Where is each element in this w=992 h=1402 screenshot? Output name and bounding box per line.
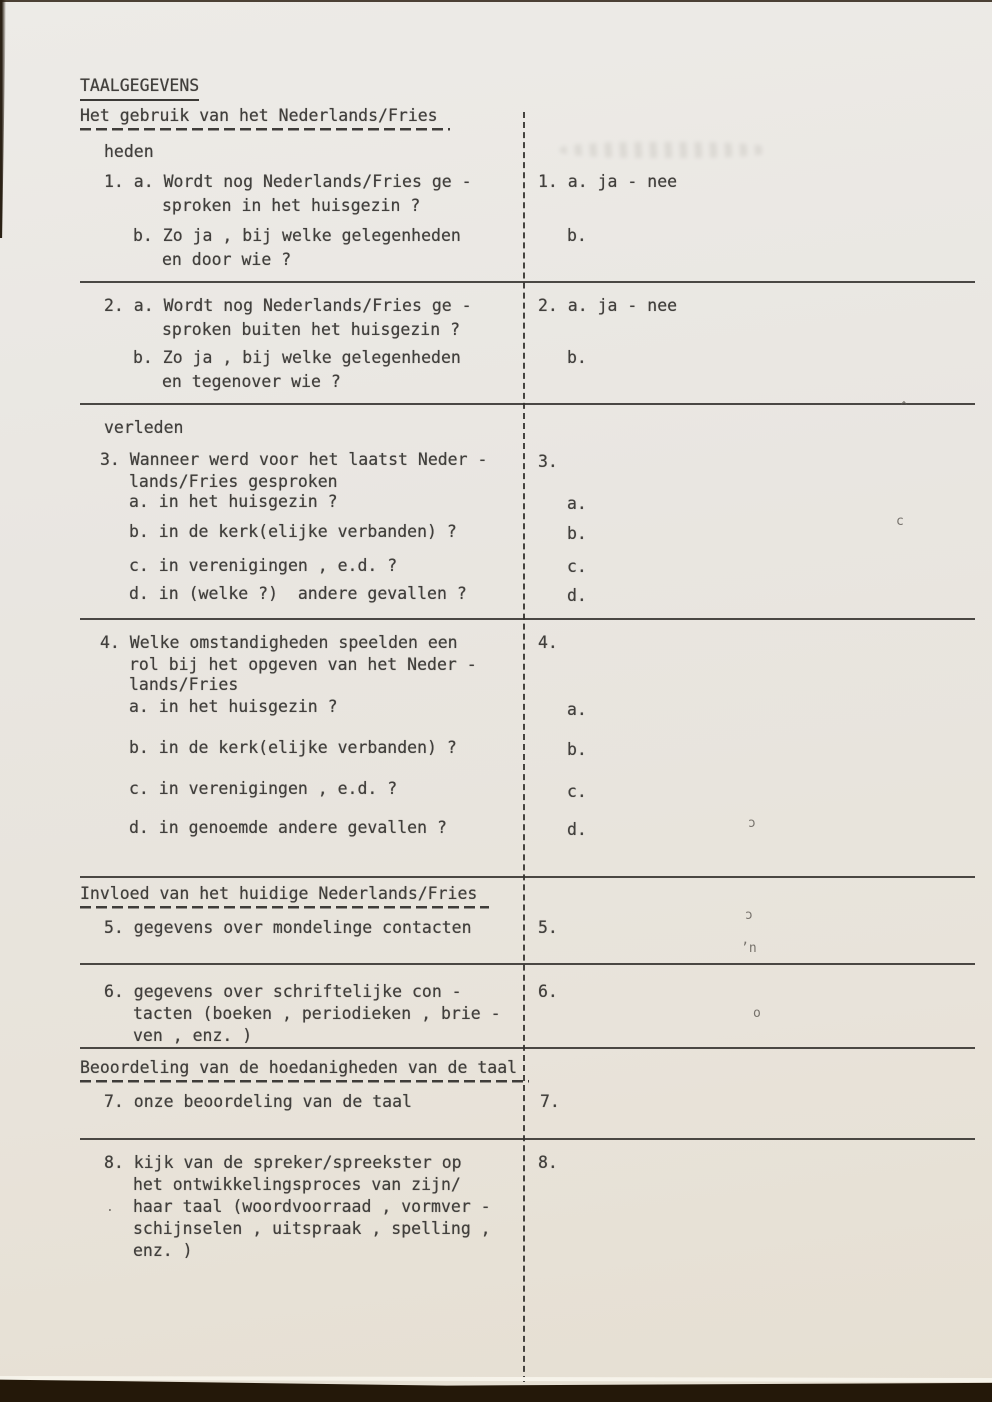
- answer-4-c: c.: [567, 782, 587, 801]
- question-4-line-3: lands/Fries: [129, 675, 239, 694]
- subheading-present: heden: [104, 142, 154, 161]
- question-8-line-2: het ontwikkelingsproces van zijn/: [133, 1175, 461, 1194]
- question-5-line-1: 5. gegevens over mondelinge contacten: [104, 918, 472, 937]
- pencil-smudge: [560, 142, 770, 158]
- question-4-line-2: rol bij het opgeven van het Neder -: [129, 655, 477, 674]
- question-1-line-2: sproken in het huisgezin ?: [162, 196, 421, 215]
- stray-mark-caret: ^: [900, 400, 908, 415]
- question-1-line-3: b. Zo ja , bij welke gelegenheden: [133, 226, 461, 245]
- stray-mark-hook-1: ɔ: [748, 816, 756, 831]
- question-8-line-4: schijnselen , uitspraak , spelling ,: [133, 1219, 491, 1238]
- question-4-line-1: 4. Welke omstandigheden speelden een: [100, 633, 458, 652]
- question-6-line-3: ven , enz. ): [133, 1026, 253, 1045]
- answer-7-number: 7.: [540, 1092, 560, 1111]
- question-2-line-3: b. Zo ja , bij welke gelegenheden: [133, 348, 461, 367]
- section-rule-1: [80, 281, 975, 283]
- answer-4-number: 4.: [538, 633, 558, 652]
- question-2-line-1: 2. a. Wordt nog Nederlands/Fries ge -: [104, 296, 472, 315]
- question-2-line-2: sproken buiten het huisgezin ?: [162, 320, 461, 339]
- section-rule-5: [80, 963, 975, 965]
- stray-mark-quote: ʼn: [741, 941, 757, 956]
- page-top-edge: [0, 0, 992, 2]
- answer-5-number: 5.: [538, 918, 558, 937]
- answer-2-line-2: b.: [567, 348, 587, 367]
- question-6-line-2: tacten (boeken , periodieken , brie -: [133, 1004, 501, 1023]
- question-8-line-1: 8. kijk van de spreker/spreekster op: [104, 1153, 462, 1172]
- stray-mark-c: c: [896, 514, 904, 529]
- answer-1-line-2: b.: [567, 226, 587, 245]
- stray-mark-o: o: [753, 1006, 761, 1021]
- section-rule-6: [80, 1047, 975, 1049]
- section-rule-2: [80, 403, 975, 405]
- section-heading-influence: Invloed van het huidige Nederlands/Fries: [80, 884, 489, 909]
- answer-3-a: a.: [567, 494, 587, 513]
- question-1-line-4: en door wie ?: [162, 250, 292, 269]
- answer-3-b: b.: [567, 524, 587, 543]
- question-2-line-4: en tegenover wie ?: [162, 372, 341, 391]
- answer-3-number: 3.: [538, 452, 558, 471]
- question-4-line-4: a. in het huisgezin ?: [129, 697, 338, 716]
- question-3-line-4: b. in de kerk(elijke verbanden) ?: [129, 522, 457, 541]
- section-rule-7: [80, 1138, 975, 1140]
- section-heading-usage: Het gebruik van het Nederlands/Fries: [80, 106, 450, 131]
- question-3-line-3: a. in het huisgezin ?: [129, 492, 338, 511]
- answer-3-d: d.: [567, 586, 587, 605]
- stray-mark-dot: .: [106, 1200, 114, 1215]
- question-3-line-1: 3. Wanneer werd voor het laatst Neder -: [100, 450, 488, 469]
- question-1-line-1: 1. a. Wordt nog Nederlands/Fries ge -: [104, 172, 472, 191]
- stray-mark-hook-2: ɔ: [745, 908, 753, 923]
- question-3-line-2: lands/Fries gesproken: [129, 472, 338, 491]
- question-4-line-7: d. in genoemde andere gevallen ?: [129, 818, 447, 837]
- answer-2-line-1: 2. a. ja - nee: [538, 296, 678, 315]
- answer-6-number: 6.: [538, 982, 558, 1001]
- answer-4-a: a.: [567, 700, 587, 719]
- section-heading-assessment: Beoordeling van de hoedanigheden van de taal: [80, 1058, 529, 1083]
- page-left-edge: [0, 0, 6, 238]
- question-7-line-1: 7. onze beoordeling van de taal: [104, 1092, 412, 1111]
- question-8-line-5: enz. ): [133, 1241, 193, 1260]
- question-3-line-5: c. in verenigingen , e.d. ?: [129, 556, 398, 575]
- question-3-line-6: d. in (welke ?) andere gevallen ?: [129, 584, 467, 603]
- answer-4-b: b.: [567, 740, 587, 759]
- question-4-line-5: b. in de kerk(elijke verbanden) ?: [129, 738, 457, 757]
- question-6-line-1: 6. gegevens over schriftelijke con -: [104, 982, 462, 1001]
- page-bottom-highlight: [0, 1376, 992, 1382]
- answer-8-number: 8.: [538, 1153, 558, 1172]
- question-4-line-6: c. in verenigingen , e.d. ?: [129, 779, 398, 798]
- question-8-line-3: haar taal (woordvoorraad , vormver -: [133, 1197, 491, 1216]
- answer-1-line-1: 1. a. ja - nee: [538, 172, 678, 191]
- section-rule-4: [80, 876, 975, 878]
- page-title: TAALGEGEVENS: [80, 76, 199, 101]
- answer-4-d: d.: [567, 820, 587, 839]
- subheading-past: verleden: [104, 418, 184, 437]
- answer-3-c: c.: [567, 557, 587, 576]
- section-rule-3: [80, 618, 975, 620]
- column-divider: [523, 112, 525, 1392]
